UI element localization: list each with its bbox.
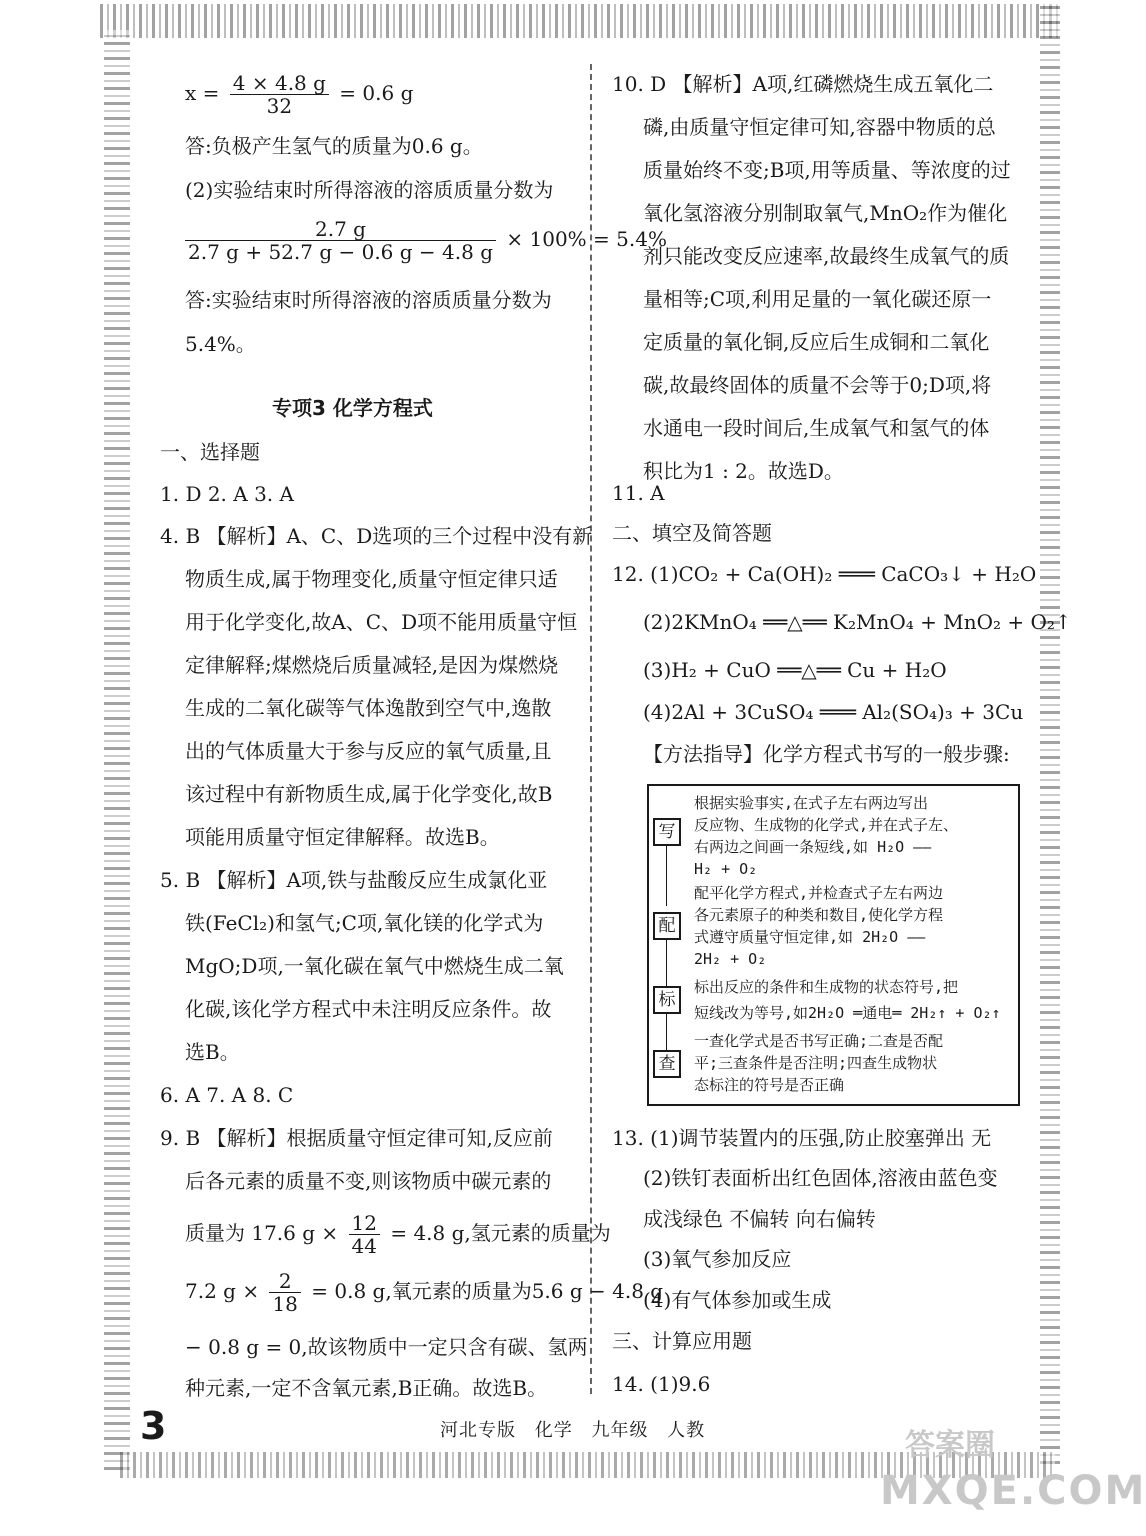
section-heading: 专项3 化学方程式 (272, 396, 433, 420)
q9-frac1-den: 44 (351, 1234, 377, 1258)
step-mark-text: 短线改为等号,如2H₂O ═通电═ 2H₂↑ + O₂↑ (694, 1004, 1001, 1022)
q10-line: 磷,由质量守恒定律可知,容器中物质的总 (643, 115, 996, 139)
answer-2-line2: 5.4%。 (185, 332, 256, 356)
q9-line1: 9. B 【解析】根据质量守恒定律可知,反应前 (160, 1126, 553, 1150)
q12-3: (3)H₂ + CuO ══△══ Cu + H₂O (643, 658, 947, 682)
page-border-top (100, 4, 1060, 38)
q4-line: 用于化学变化,故A、C、D项不能用质量守恒 (185, 610, 578, 634)
part2-intro: (2)实验结束时所得溶液的溶质质量分数为 (185, 178, 554, 202)
q9-line3-b: = 4.8 g,氢元素的质量为 (390, 1221, 611, 1245)
q9-fraction-2 (269, 1270, 300, 1315)
section-fill: 二、填空及简答题 (612, 521, 772, 545)
flow-connector (666, 846, 667, 906)
q5-line: 铁(FeCl₂)和氢气;C项,氧化镁的化学式为 (185, 911, 544, 935)
page-border-right (1040, 4, 1060, 1464)
step-check-text: 态标注的符号是否正确 (694, 1076, 845, 1094)
answer-11: 11. A (612, 481, 665, 505)
q4-line: 4. B 【解析】A、C、D选项的三个过程中没有新 (160, 524, 593, 548)
equation-percent (185, 218, 667, 263)
watermark-logo: 答案圈 (905, 1428, 995, 1463)
q10-line: 积比为1 : 2。故选D。 (643, 459, 844, 483)
answers-1-3: 1. D 2. A 3. A (160, 482, 294, 506)
q9-line3-a: 质量为 17.6 g × (185, 1221, 339, 1245)
q5-line: 5. B 【解析】A项,铁与盐酸反应生成氯化亚 (160, 868, 548, 892)
eq1-result: = 0.6 g (339, 81, 414, 105)
q9-frac1-num: 12 (349, 1212, 380, 1235)
step-write-text: 右两边之间画一条短线,如 H₂O —— (694, 838, 932, 856)
step-mark-text: 标出反应的条件和生成物的状态符号,把 (694, 978, 959, 996)
step-write-text: H₂ + O₂ (694, 860, 758, 878)
step-check-text: 一查化学式是否书写正确;二查是否配 (694, 1032, 944, 1050)
q13-3: (3)氧气参加反应 (643, 1247, 792, 1271)
q14-1: 14. (1)9.6 (612, 1372, 711, 1396)
step-balance-text: 式遵守质量守恒定律,如 2H₂O —— (694, 928, 926, 946)
q5-line: 化碳,该化学方程式中未注明反应条件。故 (185, 997, 552, 1021)
section-choice: 一、选择题 (160, 440, 260, 464)
eq2-denominator: 2.7 g + 52.7 g − 0.6 g − 4.8 g (188, 240, 494, 264)
q9-line4-a: 7.2 g × (185, 1279, 260, 1303)
section-calc: 三、计算应用题 (612, 1329, 752, 1353)
q9-line5: − 0.8 g = 0,故该物质中一定只含有碳、氢两 (185, 1335, 588, 1359)
q4-line: 出的气体质量大于参与反应的氧气质量,且 (185, 739, 552, 763)
q9-line4 (185, 1270, 663, 1315)
column-divider (590, 64, 592, 1394)
q9-line6: 种元素,一定不含氧元素,B正确。故选B。 (185, 1376, 548, 1400)
q10-line: 水通电一段时间后,生成氧气和氢气的体 (643, 416, 990, 440)
eq1-fraction (230, 72, 329, 117)
q13-2-line1: (2)铁钉表面析出红色固体,溶液由蓝色变 (643, 1166, 998, 1190)
answer-2-line1: 答:实验结束时所得溶液的溶质质量分数为 (185, 288, 552, 312)
eq1-denominator: 32 (266, 94, 293, 118)
eq2-numerator: 2.7 g (185, 218, 496, 241)
q4-line: 该过程中有新物质生成,属于化学变化,故B (185, 782, 553, 806)
answers-6-8: 6. A 7. A 8. C (160, 1083, 294, 1107)
q5-line: 选B。 (185, 1040, 240, 1064)
step-balance-text: 配平化学方程式,并检查式子左右两边 (694, 884, 944, 902)
footer-text: 河北专版 化学 九年级 人教 (440, 1420, 706, 1441)
q10-line: 剂只能改变反应速率,故最终生成氧气的质 (643, 244, 1010, 268)
q10-line: 定质量的氧化铜,反应后生成铜和二氧化 (643, 330, 990, 354)
page-number: 3 (140, 1404, 167, 1448)
step-write-text: 反应物、生成物的化学式,并在式子左、 (694, 816, 959, 834)
q12-4: (4)2Al + 3CuSO₄ ═══ Al₂(SO₄)₃ + 3Cu (643, 700, 1024, 724)
q9-frac2-den: 18 (272, 1292, 298, 1316)
step-write-label: 写 (653, 818, 681, 846)
equation-x (185, 72, 413, 117)
q4-line: 生成的二氧化碳等气体逸散到空气中,逸散 (185, 696, 552, 720)
q10-line: 碳,故最终固体的质量不会等于0;D项,将 (643, 373, 992, 397)
flow-connector (666, 940, 667, 986)
step-check-label: 查 (653, 1050, 681, 1078)
flow-connector (666, 1014, 667, 1050)
step-balance-text: 2H₂ + O₂ (694, 950, 767, 968)
eq1-numerator: 4 × 4.8 g (230, 72, 329, 95)
q12-2: (2)2KMnO₄ ══△══ K₂MnO₄ + MnO₂ + O₂↑ (643, 610, 1072, 634)
eq2-fraction (185, 218, 496, 263)
page-border-left (104, 30, 130, 1470)
q13-4: (4)有气体参加或生成 (643, 1288, 832, 1312)
q9-line4-b: = 0.8 g,氧元素的质量为5.6 g − 4.8 g (311, 1279, 664, 1303)
q9-fraction-1 (349, 1212, 380, 1257)
eq1-prefix: x = (185, 81, 220, 105)
q5-line: MgO;D项,一氧化碳在氧气中燃烧生成二氧 (185, 954, 564, 978)
answer-1: 答:负极产生氢气的质量为0.6 g。 (185, 134, 483, 158)
q9-line2: 后各元素的质量不变,则该物质中碳元素的 (185, 1169, 552, 1193)
q12-1: 12. (1)CO₂ + Ca(OH)₂ ═══ CaCO₃↓ + H₂O (612, 562, 1037, 586)
step-write-text: 根据实验事实,在式子左右两边写出 (694, 794, 929, 812)
watermark-url: MXQE.COM (880, 1468, 1146, 1514)
q9-frac2-num: 2 (269, 1270, 300, 1293)
q13-1: 13. (1)调节装置内的压强,防止胶塞弹出 无 (612, 1126, 992, 1150)
q10-line: 10. D 【解析】A项,红磷燃烧生成五氧化二 (612, 72, 994, 96)
step-mark-label: 标 (653, 986, 681, 1014)
q4-line: 定律解释;煤燃烧后质量减轻,是因为煤燃烧 (185, 653, 559, 677)
q10-line: 氧化氢溶液分别制取氧气,MnO₂作为催化 (643, 201, 1008, 225)
q10-line: 质量始终不变;B项,用等质量、等浓度的过 (643, 158, 1011, 182)
step-balance-label: 配 (653, 912, 681, 940)
step-check-text: 平;三查条件是否注明;四查生成物状 (694, 1054, 938, 1072)
q4-line: 物质生成,属于物理变化,质量守恒定律只适 (185, 567, 558, 591)
q4-line: 项能用质量守恒定律解释。故选B。 (185, 825, 500, 849)
eq2-result: × 100% = 5.4% (506, 227, 667, 251)
q10-line: 量相等;C项,利用足量的一氧化碳还原一 (643, 287, 992, 311)
method-guide: 【方法指导】化学方程式书写的一般步骤: (643, 742, 1010, 766)
step-balance-text: 各元素原子的种类和数目,使化学方程 (694, 906, 944, 924)
q13-2-line2: 成浅绿色 不偏转 向右偏转 (643, 1207, 876, 1231)
q9-line3 (185, 1212, 611, 1257)
